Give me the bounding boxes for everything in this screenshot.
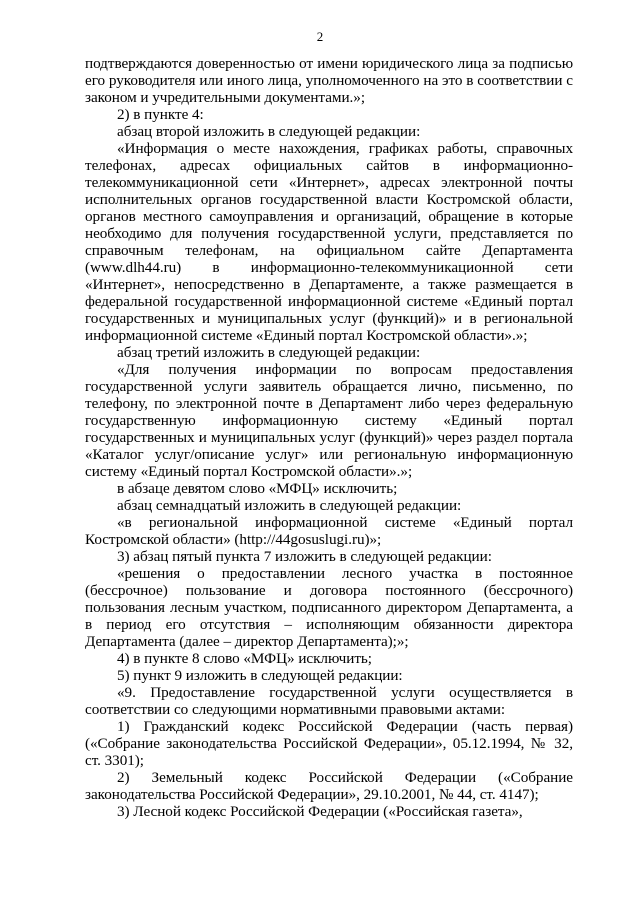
paragraph: «в региональной информационной системе «Единый портал Костромской области» (http://44gosuslugi.ru)»; bbox=[85, 514, 573, 548]
paragraph: 1) Гражданский кодекс Российской Федерации (часть первая) («Собрание законодательства Российской Федерации», 05.12.1994, № 32, ст. 3301); bbox=[85, 718, 573, 769]
paragraph: 3) абзац пятый пункта 7 изложить в следующей редакции: bbox=[117, 548, 492, 565]
page-number: 2 bbox=[316, 29, 324, 44]
paragraph: 3) Лесной кодекс Российской Федерации («Российская газета», bbox=[117, 803, 523, 820]
paragraph: абзац семнадцатый изложить в следующей редакции: bbox=[117, 497, 462, 514]
paragraph: «Для получения информации по вопросам предоставления государственной услуги заявитель обращается лично, письменно, по телефону, по электронной почте в Департамент либо через федеральную государственную информационную систему «Единый портал государственных и муниципальных услуг (функций)» через раздел портала «Каталог услуг/описание услуг» или региональную информационную систему «Единый портал Костромской области».»; bbox=[85, 361, 573, 480]
paragraph: абзац третий изложить в следующей редакции: bbox=[117, 344, 421, 361]
paragraph: «решения о предоставлении лесного участка в постоянное (бессрочное) пользование и договора постоянного (бессрочного) пользования лесным участком, подписанного директором Департамента, а в период его отсутствия – исполняющим обязанности директора Департамента (далее – директор Департамента);»; bbox=[85, 565, 573, 650]
paragraph: подтверждаются доверенностью от имени юридического лица за подписью его руководителя или иного лица, уполномоченного на это в соответствии с законом и учредительными документами.»; bbox=[85, 55, 573, 106]
paragraph: 4) в пункте 8 слово «МФЦ» исключить; bbox=[117, 650, 372, 667]
paragraph: 5) пункт 9 изложить в следующей редакции: bbox=[117, 667, 403, 684]
paragraph: в абзаце девятом слово «МФЦ» исключить; bbox=[117, 480, 398, 497]
document-body bbox=[85, 55, 573, 820]
paragraph: 2) в пункте 4: bbox=[117, 106, 204, 123]
paragraph: 2) Земельный кодекс Российской Федерации («Собрание законодательства Российской Федерации», 29.10.2001, № 44, ст. 4147); bbox=[85, 769, 573, 803]
paragraph: «Информация о месте нахождения, графиках работы, справочных телефонах, адресах официальных сайтов в информационно-телекоммуникационной сети «Интернет», адресах электронной почты исполнительных органов государственной власти Костромской области, органов местного самоуправления и организаций, обращение в которые необходимо для получения государственной услуги, представляется по справочным телефонам, на официальном сайте Департамента (www.dlh44.ru) в информационно-телекоммуникационной сети «Интернет», непосредственно в Департаменте, а также размещается в федеральной государственной информационной системе «Единый портал государственных и муниципальных услуг (функций)» и в региональной информационной системе «Единый портал Костромской области».»; bbox=[85, 140, 573, 344]
paragraph: «9. Предоставление государственной услуги осуществляется в соответствии со следующими нормативными правовыми актами: bbox=[85, 684, 573, 718]
paragraph: абзац второй изложить в следующей редакции: bbox=[117, 123, 421, 140]
